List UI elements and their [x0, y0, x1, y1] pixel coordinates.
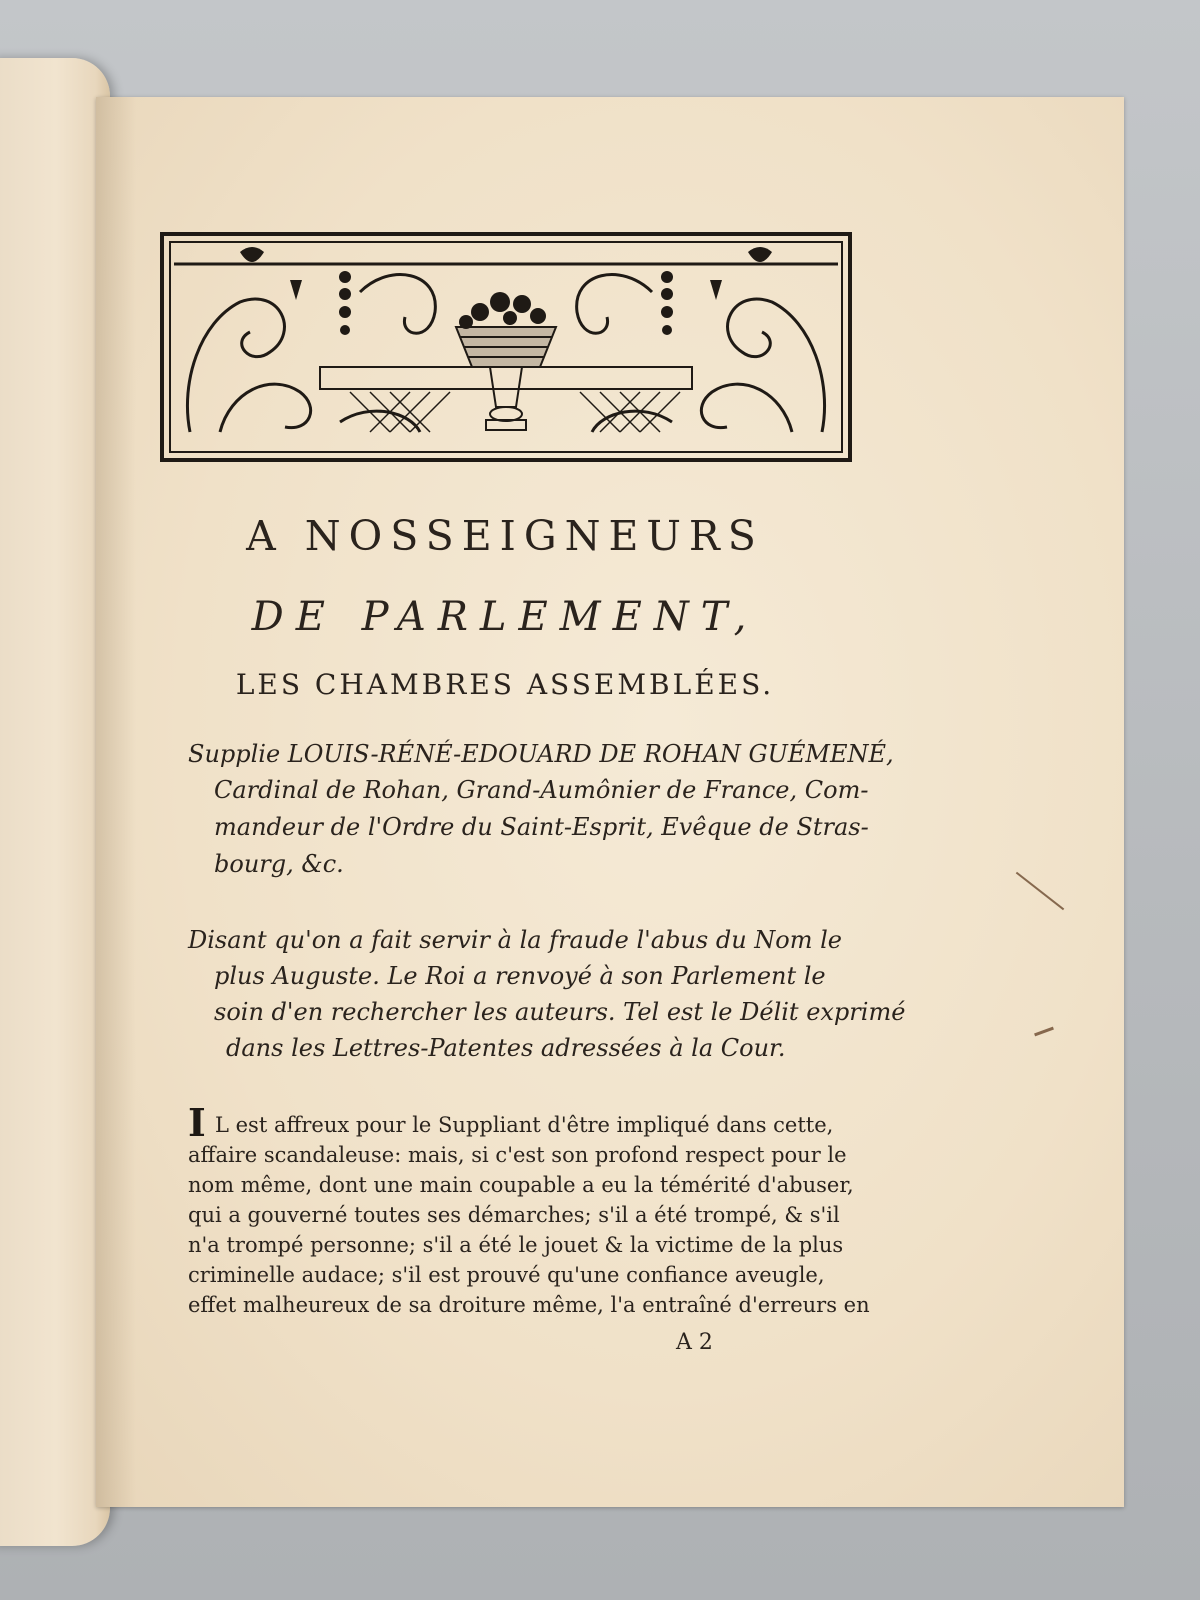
petition-line-2: Cardinal de Rohan, Grand-Aumônier de France, Com-	[214, 776, 869, 804]
signature-mark: A 2	[676, 1330, 713, 1355]
drop-cap: I	[188, 1100, 206, 1145]
body-line-1: L est affreux pour le Suppliant d'être impliqué dans cette,	[215, 1113, 834, 1137]
body-line-5: n'a trompé personne; s'il a été le jouet & la victime de la plus	[188, 1233, 844, 1257]
body-line-3: nom même, dont une main coupable a eu la témérité d'abuser,	[188, 1173, 854, 1197]
statement-line-3: soin d'en rechercher les auteurs. Tel est le Délit exprimé	[214, 998, 906, 1026]
title-line-1: A NOSSEIGNEURS	[246, 512, 764, 560]
gutter-shadow	[96, 97, 136, 1507]
petition-line-4: bourg, &c.	[214, 850, 344, 878]
left-page-edge	[0, 58, 110, 1546]
body-line-2: affaire scandaleuse: mais, si c'est son profond respect pour le	[188, 1143, 847, 1167]
statement-line-2: plus Auguste. Le Roi a renvoyé à son Parlement le	[214, 962, 826, 990]
statement-line-4: dans les Lettres-Patentes adressées à la Cour.	[226, 1034, 786, 1062]
engraved-headpiece-ornament	[160, 232, 852, 462]
title-line-3: LES CHAMBRES ASSEMBLÉES.	[235, 668, 775, 701]
body-line-7: effet malheureux de sa droiture même, l'a entraîné d'erreurs en	[188, 1293, 870, 1317]
body-line-4: qui a gouverné toutes ses démarches; s'il a été trompé, & s'il	[188, 1203, 840, 1227]
petition-line-1: Supplie LOUIS-RÉNÉ-EDOUARD DE ROHAN GUÉMENÉ,	[188, 740, 894, 768]
body-line-6: criminelle audace; s'il est prouvé qu'une confiance aveugle,	[188, 1263, 825, 1287]
petition-line-3: mandeur de l'Ordre du Saint-Esprit, Evêque de Stras-	[214, 813, 869, 841]
title-line-2: DE PARLEMENT,	[251, 594, 759, 640]
statement-line-1: Disant qu'on a fait servir à la fraude l'abus du Nom le	[188, 926, 843, 954]
